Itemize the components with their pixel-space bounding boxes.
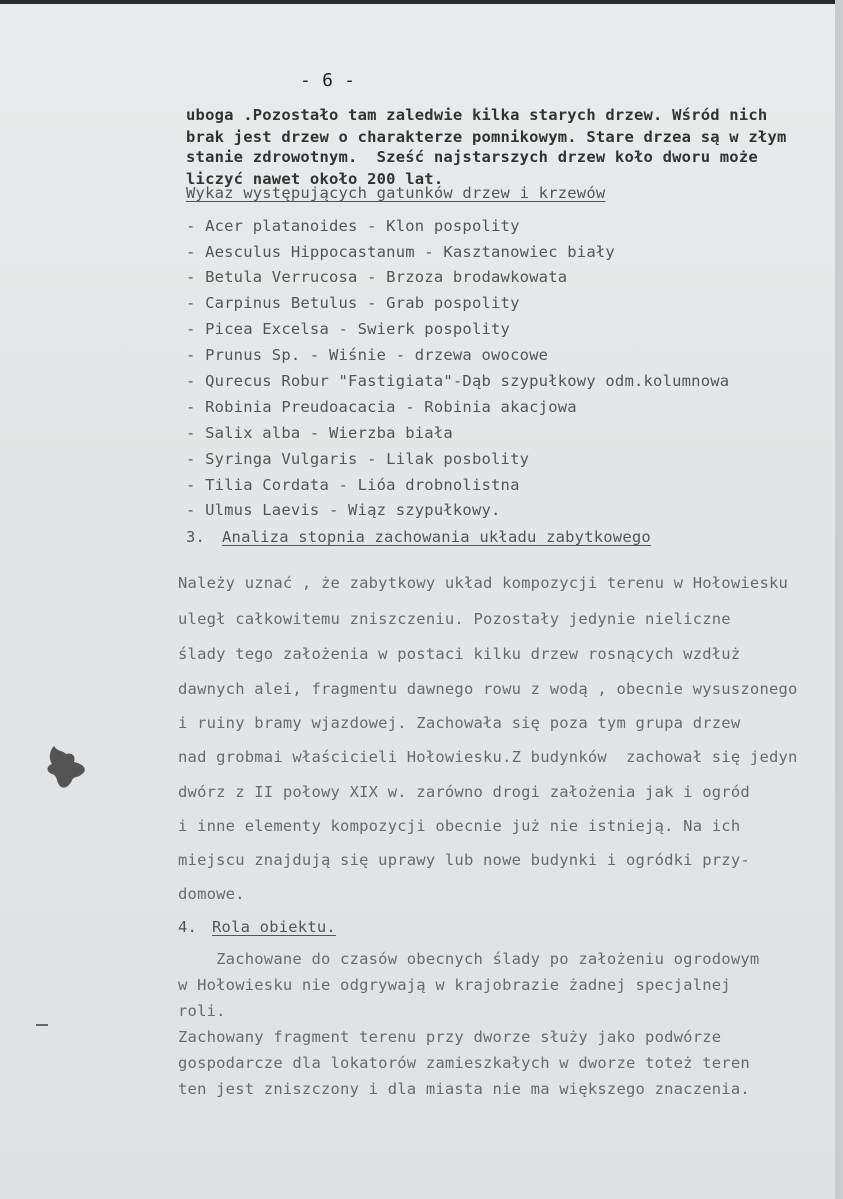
species-heading: Wykaz występujących gatunków drzew i krzewów — [186, 184, 606, 202]
species-item: - Tilia Cordata - Lióa drobnolistna — [186, 476, 520, 494]
section3-line: i ruiny bramy wjazdowej. Zachowała się poza tym grupa drzew — [178, 714, 741, 732]
intro-line-3: stanie zdrowotnym. Sześć najstarszych drzew koło dworu może — [186, 148, 758, 166]
species-item: - Salix alba - Wierzba biała — [186, 424, 453, 442]
section4-line: Zachowany fragment terenu przy dworze służy jako podwórze — [178, 1028, 722, 1046]
section3-line: dawnych alei, fragmentu dawnego rowu z wodą , obecnie wysuszonego — [178, 680, 798, 698]
section3-line: Należy uznać , że zabytkowy układ kompozycji terenu w Hołowiesku — [178, 574, 789, 592]
scan-edge-top — [0, 0, 843, 4]
section3-line: dwórz z II połowy XIX w. zarówno drogi założenia jak i ogród — [178, 783, 750, 801]
section4-number: 4. — [178, 918, 198, 936]
species-item: - Prunus Sp. - Wiśnie - drzewa owocowe — [186, 346, 549, 364]
margin-mark — [36, 1024, 48, 1026]
section4-line: ten jest zniszczony i dla miasta nie ma większego znaczenia. — [178, 1080, 750, 1098]
species-item: - Carpinus Betulus - Grab pospolity — [186, 294, 520, 312]
section3-line: miejscu znajdują się uprawy lub nowe budynki i ogródki przy- — [178, 851, 750, 869]
section3-number: 3. — [186, 528, 206, 546]
species-item: - Qurecus Robur "Fastigiata"-Dąb szypułkowy odm.kolumnowa — [186, 372, 730, 390]
species-item: - Syringa Vulgaris - Lilak posbolity — [186, 450, 530, 468]
species-item: - Ulmus Laevis - Wiąz szypułkowy. — [186, 501, 501, 519]
species-item: - Acer platanoides - Klon pospolity — [186, 217, 520, 235]
section3-line: domowe. — [178, 885, 245, 903]
species-item: - Picea Excelsa - Swierk pospolity — [186, 320, 511, 338]
section4-line: gospodarcze dla lokatorów zamieszkałych w dworze toteż teren — [178, 1054, 750, 1072]
section3-line: ślady tego założenia w postaci kilku drzew rosnących wzdłuż — [178, 645, 741, 663]
section4-line: w Hołowiesku nie odgrywają w krajobrazie żadnej specjalnej — [178, 976, 731, 994]
intro-line-4: liczyć nawet około 200 lat. — [186, 170, 444, 188]
section3-title: Analiza stopnia zachowania układu zabytkowego — [222, 528, 651, 546]
intro-line-1: uboga .Pozostało tam zaledwie kilka starych drzew. Wśród nich — [186, 106, 768, 124]
species-item: - Robinia Preudoacacia - Robinia akacjowa — [186, 398, 577, 416]
species-item: - Aesculus Hippocastanum - Kasztanowiec biały — [186, 243, 615, 261]
intro-line-2: brak jest drzew o charakterze pomnikowym. Stare drzea są w złym — [186, 128, 787, 146]
section3-line: i inne elementy kompozycji obecnie już nie istnieją. Na ich — [178, 817, 741, 835]
section4-title: Rola obiektu. — [212, 918, 336, 936]
page-number: - 6 - — [300, 70, 356, 91]
scan-edge-right — [835, 0, 843, 1199]
section4-line: Zachowane do czasów obecnych ślady po założeniu ogrodowym — [178, 950, 760, 968]
section3-line: uległ całkowitemu zniszczeniu. Pozostały jedynie nieliczne — [178, 610, 731, 628]
ink-blot-icon — [44, 742, 90, 792]
section4-line: roli. — [178, 1002, 226, 1020]
species-item: - Betula Verrucosa - Brzoza brodawkowata — [186, 268, 568, 286]
section3-line: nad grobmai właścicieli Hołowiesku.Z budynków zachował się jedyn — [178, 748, 798, 766]
